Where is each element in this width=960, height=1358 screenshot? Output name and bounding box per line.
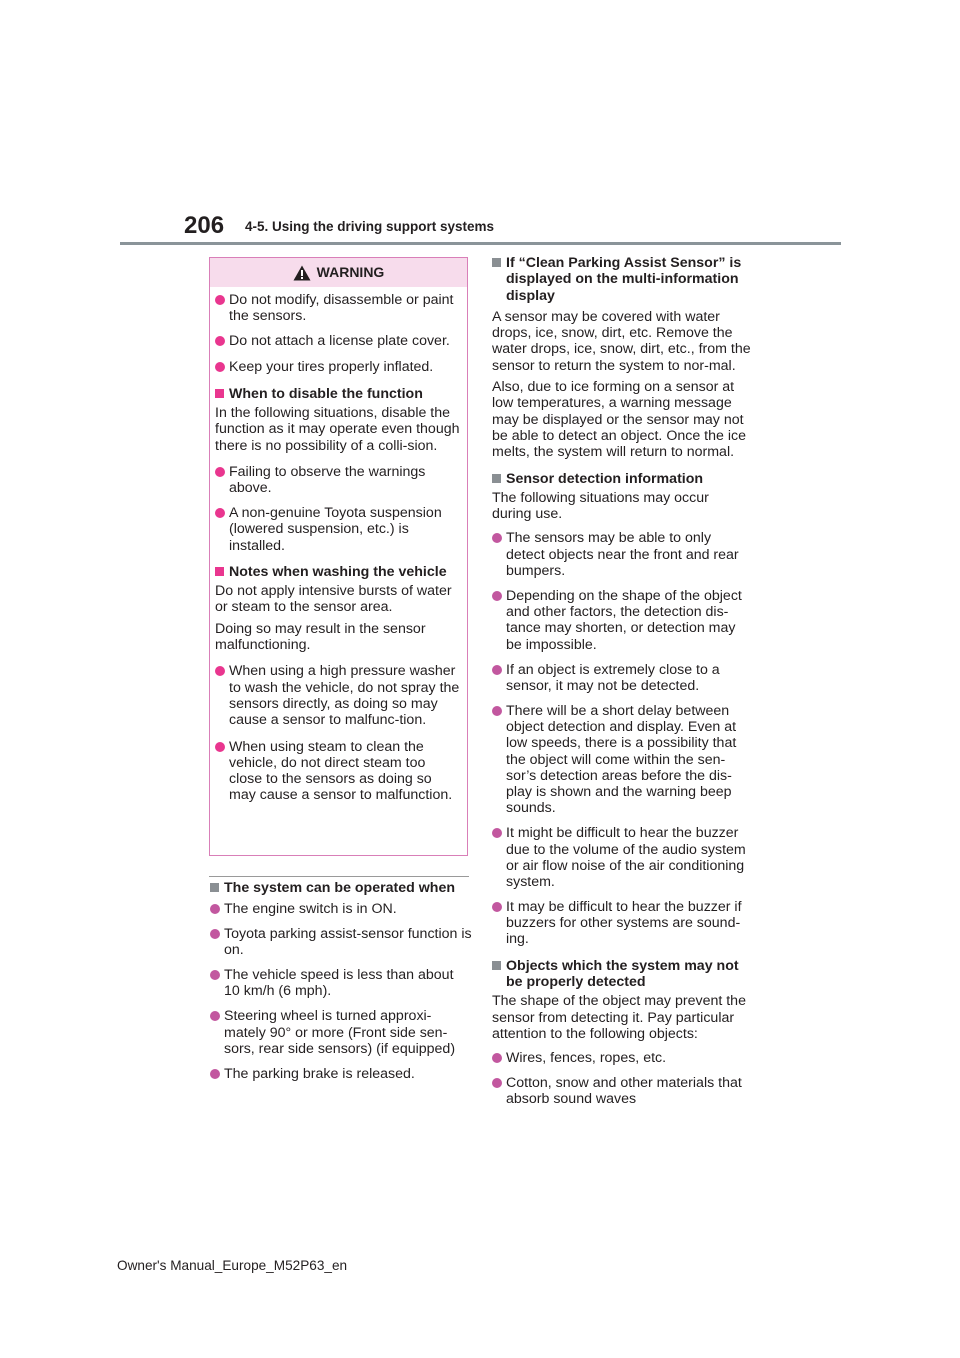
list-item: Toyota parking assist-sensor function is on.	[210, 926, 472, 959]
washing-text: Do not apply intensive bursts of water or steam to the sensor area.	[215, 583, 452, 616]
detection-info-heading: Sensor detection information	[492, 471, 752, 487]
warning-bullet: A non-genuine Toyota suspension (lowered suspension, etc.) is installed.	[215, 505, 462, 554]
list-item: Steering wheel is turned approxi-mately 90° or more (Front side sen-sors, rear side sensors) (if equipped)	[210, 1008, 472, 1057]
list-item: The vehicle speed is less than about 10 km/h (6 mph).	[210, 967, 472, 1000]
clean-sensor-heading: If “Clean Parking Assist Sensor” is displayed on the multi-information display	[492, 255, 752, 304]
list-item: The engine switch is in ON.	[210, 901, 472, 917]
washing-heading: Notes when washing the vehicle	[215, 564, 462, 580]
warning-box	[209, 257, 468, 856]
warning-bullet: When using a high pressure washer to wash the vehicle, do not spray the sensors directly, as doing so may cause a sensor to malfunc-tion.	[215, 663, 462, 728]
list-item: The parking brake is released.	[210, 1066, 472, 1082]
list-item: Wires, fences, ropes, etc.	[492, 1050, 752, 1066]
list-item: There will be a short delay between object detection and display. Even at low speeds, there is a possibility that the object will come within the sen-sor’s detection areas before the dis-play is shown and the warning beep sounds.	[492, 703, 752, 817]
page-number: 206	[184, 212, 225, 239]
list-item: It may be difficult to hear the buzzer if buzzers for other systems are sound-ing.	[492, 899, 752, 948]
clean-sensor-text: Also, due to ice forming on a sensor at low temperatures, a warning message may be displayed or the sensor may not be able to detect an object. Once the ice melts, the system will return to normal.	[492, 379, 746, 461]
warning-bullet: Keep your tires properly inflated.	[215, 359, 462, 375]
list-item: It might be difficult to hear the buzzer due to the volume of the audio system or air flow noise of the air conditioning system.	[492, 825, 752, 890]
objects-heading: Objects which the system may not be properly detected	[492, 958, 752, 991]
warning-bullet: Failing to observe the warnings above.	[215, 464, 462, 497]
right-column	[492, 255, 752, 1116]
washing-text: Doing so may result in the sensor malfunctioning.	[215, 620, 426, 654]
operation-heading: The system can be operated when	[210, 880, 472, 896]
section-separator	[209, 876, 469, 877]
clean-sensor-text: A sensor may be covered with water drops, ice, snow, dirt, etc. Remove the water drops, ice, snow, dirt, etc., from the sensor to return the system to nor-mal.	[492, 308, 751, 374]
warning-triangle-icon	[293, 265, 311, 281]
list-item: If an object is extremely close to a sensor, it may not be detected.	[492, 662, 752, 695]
detection-info-text: The following situations may occur during use.	[492, 489, 709, 523]
warning-title: WARNING	[316, 264, 385, 281]
disable-function-heading: When to disable the function	[215, 386, 462, 402]
footer-text: Owner's Manual_Europe_M52P63_en	[117, 1258, 348, 1273]
header-divider	[120, 242, 841, 245]
list-item: Depending on the shape of the object and other factors, the detection dis-tance may shorten, or detection may be impossible.	[492, 588, 752, 653]
warning-bullet: Do not attach a license plate cover.	[215, 333, 462, 349]
objects-text: The shape of the object may prevent the sensor from detecting it. Pay particular attention to the following objects:	[492, 993, 746, 1042]
disable-function-text: In the following situations, disable the function as it may operate even though there is no possibility of a colli-sion.	[215, 404, 460, 454]
list-item: Cotton, snow and other materials that absorb sound waves	[492, 1075, 752, 1108]
list-item: The sensors may be able to only detect objects near the front and rear bumpers.	[492, 530, 752, 579]
warning-header	[210, 258, 467, 287]
warning-bullet: Do not modify, disassemble or paint the sensors.	[215, 292, 462, 325]
section-title: 4-5. Using the driving support systems	[245, 219, 495, 234]
warning-bullet: When using steam to clean the vehicle, do not direct steam too close to the sensors as doing so may cause a sensor to malfunction.	[215, 739, 462, 804]
operation-section	[210, 880, 472, 1090]
